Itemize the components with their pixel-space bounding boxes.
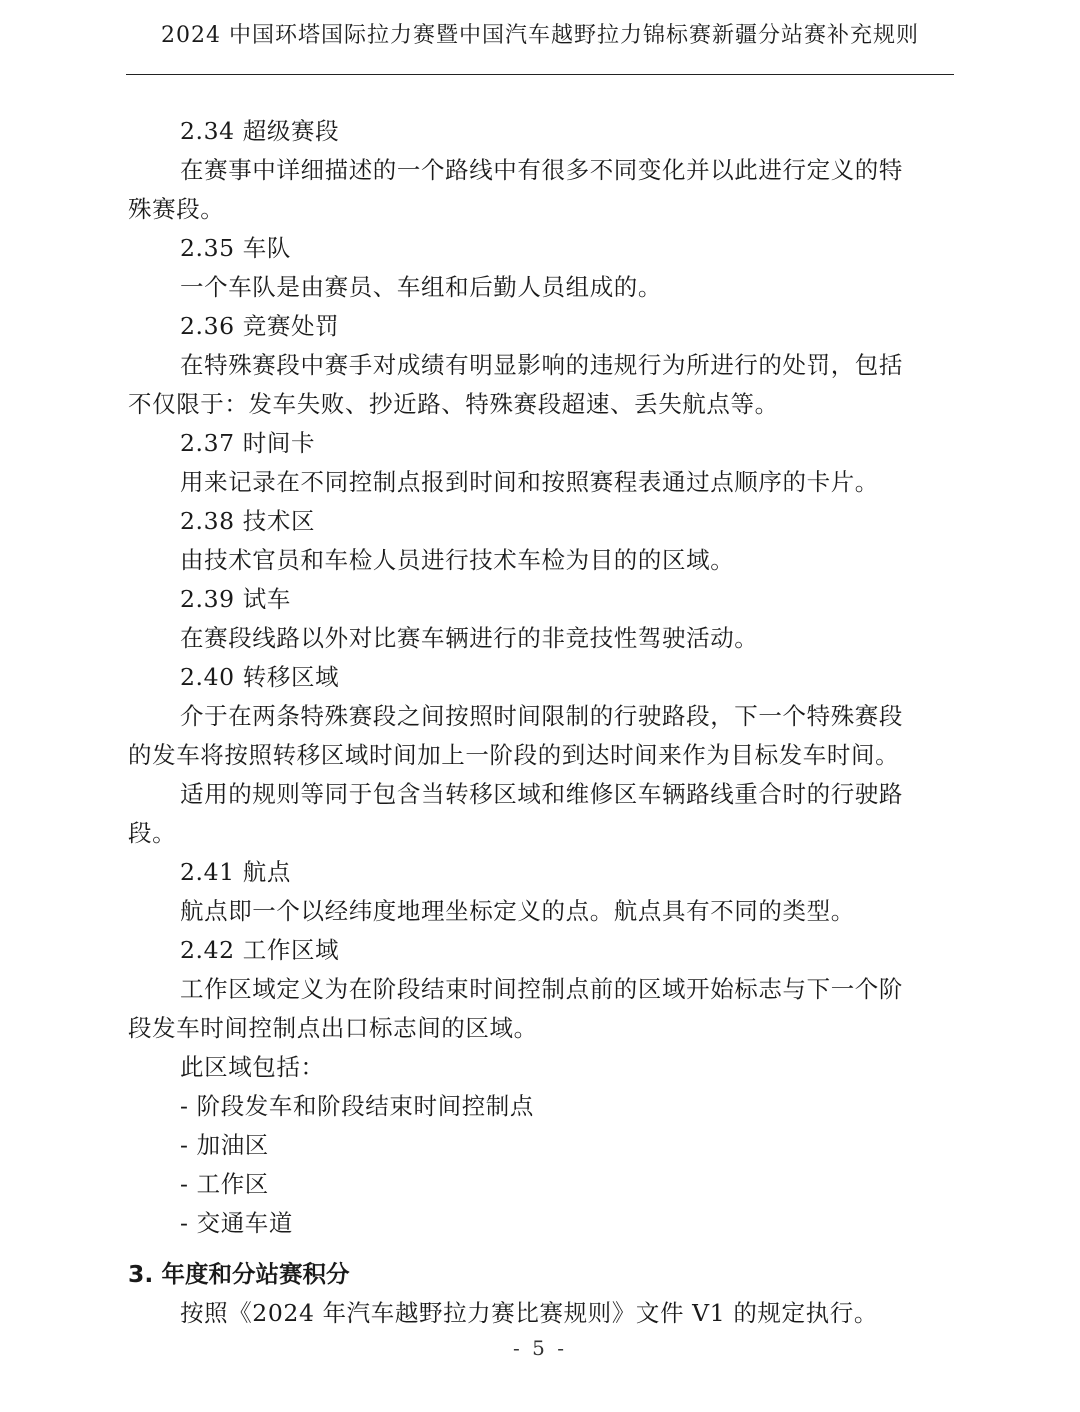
definition-heading-2-34: 2.34 超级赛段 — [180, 117, 340, 145]
definition-text: 在赛段线路以外对比赛车辆进行的非竞技性驾驶活动。 — [180, 624, 759, 652]
document-body — [128, 112, 954, 1333]
definition-text: 段。 — [128, 819, 177, 847]
definition-text: 在赛事中详细描述的一个路线中有很多不同变化并以此进行定义的特 — [180, 156, 903, 184]
list-item: - 阶段发车和阶段结束时间控制点 — [180, 1092, 535, 1120]
definition-heading-2-37: 2.37 时间卡 — [180, 429, 316, 457]
definition-heading-2-39: 2.39 试车 — [180, 585, 291, 613]
definition-heading-2-41: 2.41 航点 — [180, 858, 291, 886]
definition-text: 不仅限于：发车失败、抄近路、特殊赛段超速、丢失航点等。 — [128, 390, 779, 418]
section-3-title: 3. 年度和分站赛积分 — [128, 1260, 350, 1288]
definition-text: 介于在两条特殊赛段之间按照时间限制的行驶路段，下一个特殊赛段 — [180, 702, 903, 730]
section-3-body: 按照《2024 年汽车越野拉力赛比赛规则》文件 V1 的规定执行。 — [180, 1299, 878, 1327]
definition-heading-2-40: 2.40 转移区域 — [180, 663, 340, 691]
definition-text: 一个车队是由赛员、车组和后勤人员组成的。 — [180, 273, 662, 301]
definition-text: 段发车时间控制点出口标志间的区域。 — [128, 1014, 538, 1042]
list-item: - 加油区 — [180, 1131, 269, 1159]
definition-text: 用来记录在不同控制点报到时间和按照赛程表通过点顺序的卡片。 — [180, 468, 879, 496]
definition-text: 的发车将按照转移区域时间加上一阶段的到达时间来作为目标发车时间。 — [128, 741, 900, 769]
definition-text: 在特殊赛段中赛手对成绩有明显影响的违规行为所进行的处罚，包括 — [180, 351, 903, 379]
page-number: - 5 - — [513, 1336, 567, 1360]
list-item: - 交通车道 — [180, 1209, 294, 1237]
definition-text: 由技术官员和车检人员进行技术车检为目的的区域。 — [180, 546, 735, 574]
definition-heading-2-38: 2.38 技术区 — [180, 507, 316, 535]
header-divider — [126, 74, 954, 75]
list-item: - 工作区 — [180, 1170, 269, 1198]
definition-heading-2-36: 2.36 竞赛处罚 — [180, 312, 340, 340]
definition-text: 航点即一个以经纬度地理坐标定义的点。航点具有不同的类型。 — [180, 897, 855, 925]
definition-text: 适用的规则等同于包含当转移区域和维修区车辆路线重合时的行驶路 — [180, 780, 903, 808]
definition-list-intro: 此区域包括： — [180, 1053, 325, 1081]
definition-text: 工作区域定义为在阶段结束时间控制点前的区域开始标志与下一个阶 — [180, 975, 903, 1003]
page-header-title: 2024 中国环塔国际拉力赛暨中国汽车越野拉力锦标赛新疆分站赛补充规则 — [161, 23, 919, 48]
definition-heading-2-42: 2.42 工作区域 — [180, 936, 340, 964]
definition-heading-2-35: 2.35 车队 — [180, 234, 291, 262]
definition-text: 殊赛段。 — [128, 195, 225, 223]
